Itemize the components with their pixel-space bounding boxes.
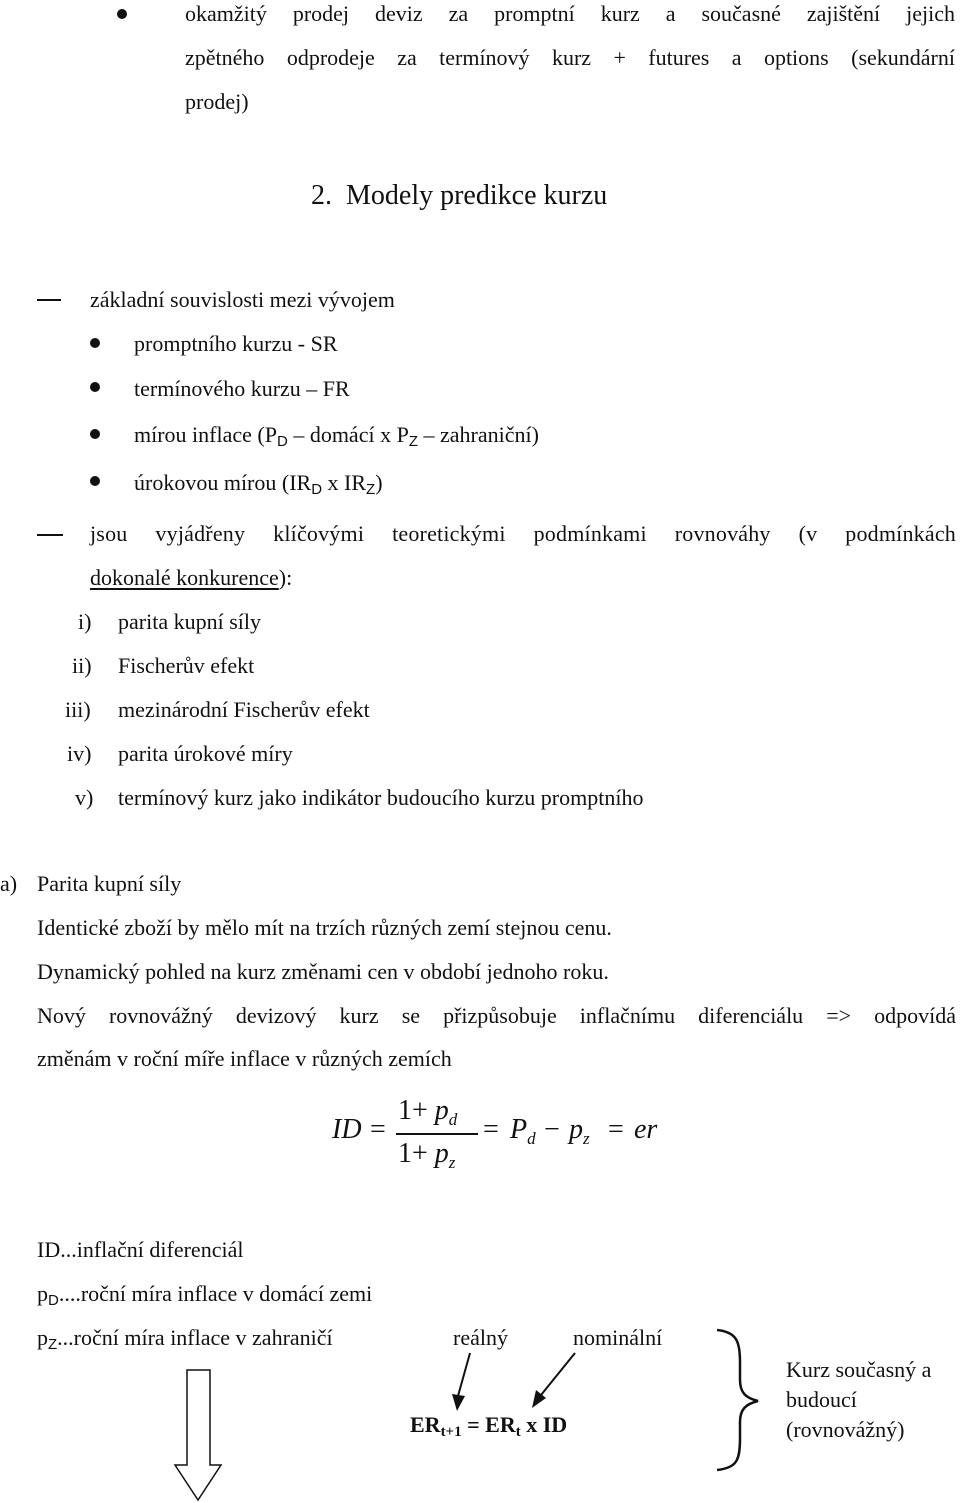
condition-num-1: i) <box>78 609 92 634</box>
condition-num-3: iii) <box>65 697 91 722</box>
bullet <box>90 429 100 439</box>
label-nominal: nominální <box>573 1325 663 1350</box>
bullet <box>117 9 127 19</box>
condition-text-3: mezinárodní Fischerův efekt <box>118 697 370 722</box>
formula-equals-3: = <box>608 1114 624 1145</box>
definition-id: ID...inflační diferenciál <box>37 1237 244 1262</box>
condition-num-2: ii) <box>72 653 92 678</box>
condition-num-5: v) <box>75 785 94 810</box>
brace-text-1: Kurz současný a <box>786 1357 932 1382</box>
formula-minus: − <box>544 1114 560 1145</box>
relation-interest: úrokovou mírou ($IR_D$ x $IR_Z$) <box>134 470 383 498</box>
ppp-paragraph-3-line-1: Nový rovnovážný devizový kurz se přizpůsobuje inflačnímu diferenciálu => odpovídá <box>37 1003 956 1028</box>
ppp-label: a) <box>0 871 18 896</box>
condition-text-1: parita kupní síly <box>118 609 261 634</box>
label-real: reálný <box>453 1325 508 1350</box>
top-bullet-line-1: okamžitý prodej deviz za promptní kurz a současné zajištění jejich <box>185 1 955 26</box>
top-bullet-line-3: prodej) <box>185 89 249 114</box>
brace-text-2: budoucí <box>786 1387 857 1412</box>
fraction-bar <box>396 1133 478 1135</box>
brace-text-3: (rovnovážný) <box>786 1417 905 1442</box>
formula-equals: = <box>370 1114 386 1145</box>
bullet <box>90 338 100 348</box>
ppp-paragraph-1: Identické zboží by mělo mít na trzích různých zemí stejnou cenu. <box>37 915 612 940</box>
formula-Pd: $P_d$ <box>510 1114 536 1148</box>
formula-equals-2: = <box>483 1114 499 1145</box>
conditions-line-1: jsou vyjádřeny klíčovými teoretickými podmínkami rovnováhy (v podmínkách <box>90 521 956 546</box>
arrow-nominal <box>541 1353 575 1395</box>
perfect-competition-text: dokonalé konkurence <box>90 565 279 590</box>
arrow-real <box>458 1353 470 1396</box>
definition-pz: $p_Z...roční$ míra inflace v zahraničí <box>37 1325 333 1353</box>
conditions-line-2: dokonalé konkurence): <box>90 565 293 590</box>
bullet <box>90 382 100 392</box>
condition-text-4: parita úrokové míry <box>118 741 293 766</box>
relation-spot: promptního kurzu - SR <box>134 331 338 356</box>
section-heading: 2. Modely predikce kurzu <box>311 180 608 211</box>
formula-denominator: $1+ p_z$ <box>398 1138 456 1172</box>
bullet <box>90 476 100 486</box>
dash-marker <box>37 534 63 536</box>
relation-forward: termínového kurzu – FR <box>134 376 350 401</box>
arrow-real-head <box>452 1394 465 1411</box>
condition-text-2: Fischerův efekt <box>118 653 255 678</box>
er-equation: $ER_{t+1} = ER_t$ x ID <box>410 1412 568 1440</box>
formula-pz: $p_z$ <box>569 1114 590 1148</box>
top-bullet-line-2: zpětného odprodeje za termínový kurz + futures a options (sekundární <box>185 45 955 70</box>
relation-intro: základní souvislosti mezi vývojem <box>90 287 395 312</box>
condition-num-4: iv) <box>67 741 92 766</box>
ppp-paragraph-2: Dynamický pohled na kurz změnami cen v období jednoho roku. <box>37 959 609 984</box>
curly-brace <box>717 1330 758 1470</box>
down-arrow <box>175 1370 221 1500</box>
dash-marker <box>37 299 61 301</box>
ppp-title: Parita kupní síly <box>37 871 182 896</box>
formula-er: er <box>634 1114 658 1145</box>
formula-lhs: ID <box>332 1114 362 1145</box>
relation-inflation: mírou inflace ($P_D$ – domácí x $P_Z$ – zahraniční) <box>134 422 539 450</box>
definition-pd: $p_D....roční$ míra inflace v domácí zemi <box>37 1281 373 1309</box>
ppp-paragraph-3-line-2: změnám v roční míře inflace v různých zemích <box>37 1046 452 1071</box>
condition-text-5: termínový kurz jako indikátor budoucího kurzu promptního <box>118 785 644 810</box>
formula-numerator: $1+ p_d$ <box>398 1095 458 1129</box>
arrow-nominal-head <box>532 1390 546 1408</box>
